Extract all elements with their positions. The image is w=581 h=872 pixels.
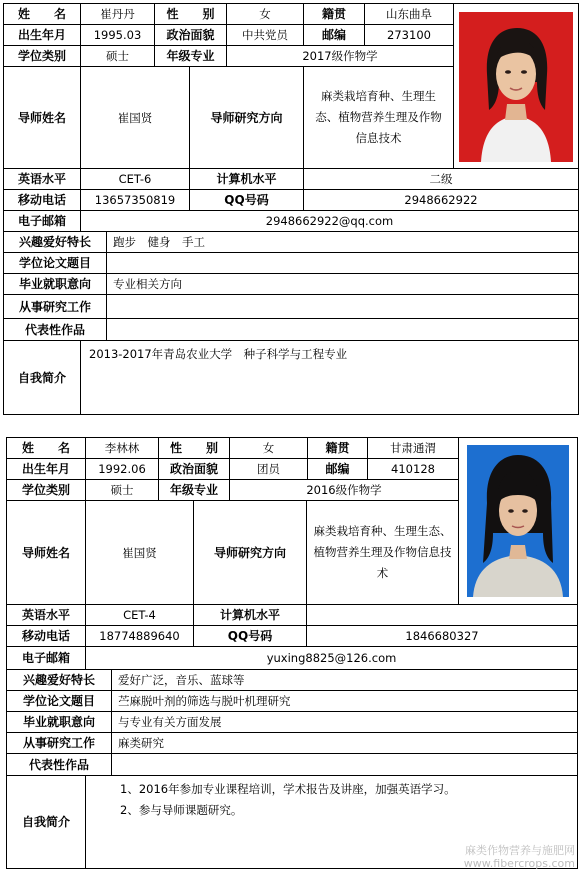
thesis-value: 苎麻脱叶剂的筛选与脱叶机理研究: [111, 690, 578, 712]
hobby-label: 兴趣爱好特长: [6, 669, 112, 691]
works-value: [106, 318, 579, 341]
watermark-line: www.fibercrops.com: [463, 857, 575, 870]
work-label: 从事研究工作: [6, 732, 112, 754]
works-label: 代表性作品: [6, 753, 112, 776]
qq-value: 1846680327: [306, 625, 578, 647]
qq-value: 2948662922: [303, 189, 579, 211]
email-value: yuxing8825@126.com: [85, 646, 578, 670]
thesis-label: 学位论文题目: [6, 690, 112, 712]
gender-label: 性 别: [154, 3, 227, 25]
watermark: [464, 844, 575, 870]
intro-label: 自我简介: [3, 340, 81, 415]
degree-value: 硕士: [85, 479, 159, 501]
postcode-label: 邮编: [307, 458, 368, 480]
qq-label: QQ号码: [189, 189, 304, 211]
career-label: 毕业就职意向: [6, 711, 112, 733]
qq-label: QQ号码: [193, 625, 307, 647]
degree-label: 学位类别: [3, 45, 81, 67]
advisor-value: 崔国贤: [80, 66, 190, 169]
intro-label: 自我简介: [6, 775, 86, 869]
english-value: CET-4: [85, 604, 194, 626]
political-label: 政治面貌: [158, 458, 230, 480]
grade-label: 年级专业: [158, 479, 230, 501]
hobby-label: 兴趣爱好特长: [3, 231, 107, 253]
postcode-label: 邮编: [303, 24, 365, 46]
gender-value: 女: [229, 437, 308, 459]
degree-value: 硕士: [80, 45, 155, 67]
works-label: 代表性作品: [3, 318, 107, 341]
postcode-value: 410128: [367, 458, 459, 480]
career-value: 专业相关方向: [106, 273, 579, 295]
hobby-value: 爱好广泛，音乐、蓝球等: [111, 669, 578, 691]
postcode-value: 273100: [364, 24, 454, 46]
political-value: 中共党员: [226, 24, 304, 46]
work-value: [106, 294, 579, 319]
research-value: 麻类栽培育种、生理生态、植物营养生理及作物信息技术: [306, 500, 459, 605]
intro-value: [80, 340, 579, 415]
student-photo-1: [459, 12, 573, 162]
phone-value: 18774889640: [85, 625, 194, 647]
name-value: 李林林: [85, 437, 159, 459]
english-value: CET-6: [80, 168, 190, 190]
gender-label: 性 别: [158, 437, 230, 459]
advisor-label: 导师姓名: [6, 500, 86, 605]
advisor-label: 导师姓名: [3, 66, 81, 169]
birth-value: 1995.03: [80, 24, 155, 46]
computer-label: 计算机水平: [189, 168, 304, 190]
career-value: 与专业有关方面发展: [111, 711, 578, 733]
research-value: 麻类栽培育种、生理生态、植物营养生理及作物信息技术: [303, 66, 454, 169]
computer-label: 计算机水平: [193, 604, 307, 626]
grade-value: 2017级作物学: [226, 45, 454, 67]
native-value: 山东曲阜: [364, 3, 454, 25]
advisor-value: 崔国贤: [85, 500, 194, 605]
email-label: 电子邮箱: [6, 646, 86, 670]
work-value: 麻类研究: [111, 732, 578, 754]
intro-line: 2、参与导师课题研究。: [120, 803, 243, 817]
native-label: 籍贯: [303, 3, 365, 25]
birth-value: 1992.06: [85, 458, 159, 480]
grade-label: 年级专业: [154, 45, 227, 67]
degree-label: 学位类别: [6, 479, 86, 501]
native-value: 甘肃通渭: [367, 437, 459, 459]
email-label: 电子邮箱: [3, 210, 81, 232]
native-label: 籍贯: [307, 437, 368, 459]
name-label: 姓 名: [3, 3, 81, 25]
research-label: 导师研究方向: [193, 500, 307, 605]
research-label: 导师研究方向: [189, 66, 304, 169]
political-value: 团员: [229, 458, 308, 480]
works-value: [111, 753, 578, 776]
work-label: 从事研究工作: [3, 294, 107, 319]
career-label: 毕业就职意向: [3, 273, 107, 295]
email-value: 2948662922@qq.com: [80, 210, 579, 232]
watermark-line: 麻类作物营养与施肥网: [465, 844, 575, 857]
hobby-value: 跑步 健身 手工: [106, 231, 579, 253]
computer-value: 二级: [303, 168, 579, 190]
intro-line: 2013-2017年青岛农业大学 种子科学与工程专业: [89, 347, 348, 361]
intro-line: 1、2016年参加专业课程培训，学术报告及讲座，加强英语学习。: [120, 782, 456, 796]
student-photo-2: [467, 445, 569, 597]
name-value: 崔丹丹: [80, 3, 155, 25]
phone-label: 移动电话: [6, 625, 86, 647]
political-label: 政治面貌: [154, 24, 227, 46]
grade-value: 2016级作物学: [229, 479, 459, 501]
english-label: 英语水平: [3, 168, 81, 190]
thesis-label: 学位论文题目: [3, 252, 107, 274]
phone-label: 移动电话: [3, 189, 81, 211]
birth-label: 出生年月: [3, 24, 81, 46]
thesis-value: [106, 252, 579, 274]
english-label: 英语水平: [6, 604, 86, 626]
gender-value: 女: [226, 3, 304, 25]
name-label: 姓 名: [6, 437, 86, 459]
phone-value: 13657350819: [80, 189, 190, 211]
computer-value: [306, 604, 578, 626]
birth-label: 出生年月: [6, 458, 86, 480]
